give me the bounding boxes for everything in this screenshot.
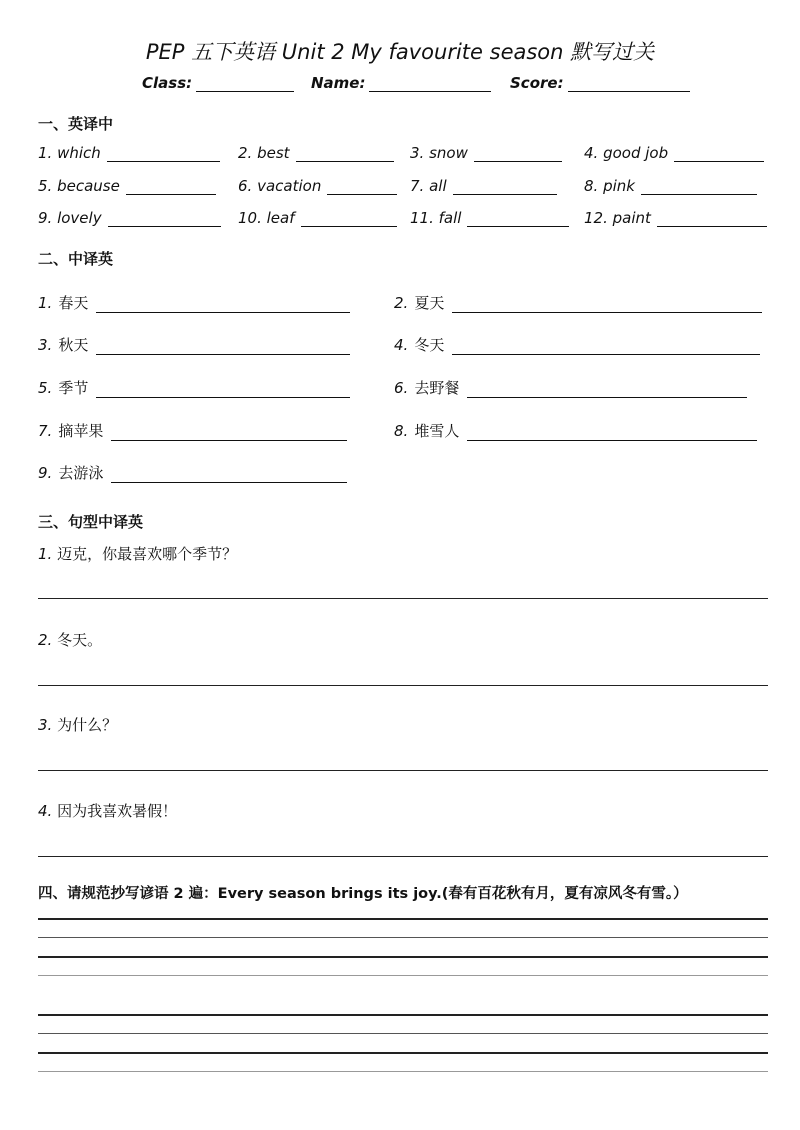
name-field <box>311 74 491 94</box>
section3-title: 三、句型中译英 <box>38 513 144 531</box>
vocab-item: 4. good job <box>584 144 764 162</box>
answer-blank[interactable] <box>467 211 569 227</box>
cn-word-item: 8. 堆雪人 <box>394 420 757 441</box>
name-blank[interactable] <box>369 75 491 92</box>
class-blank[interactable] <box>196 75 294 92</box>
answer-blank[interactable] <box>301 211 397 227</box>
vocab-item: 3. snow <box>410 144 562 162</box>
vocab-item: 5. because <box>38 177 216 195</box>
vocab-item: 10. leaf <box>238 209 397 227</box>
writing-line[interactable] <box>38 1014 768 1016</box>
vocab-item: 12. paint <box>584 209 767 227</box>
writing-line[interactable] <box>38 1033 768 1034</box>
answer-line[interactable] <box>38 685 768 686</box>
writing-line[interactable] <box>38 975 768 976</box>
cn-word-item: 6. 去野餐 <box>394 377 747 398</box>
section1-title: 一、英译中 <box>38 115 114 133</box>
answer-blank[interactable] <box>96 382 350 398</box>
answer-blank[interactable] <box>657 211 767 227</box>
answer-blank[interactable] <box>126 179 216 195</box>
name-label: Name: <box>311 74 366 92</box>
cn-word-item: 3. 秋天 <box>38 334 350 355</box>
answer-line[interactable] <box>38 598 768 599</box>
section2-title: 二、中译英 <box>38 250 114 268</box>
answer-blank[interactable] <box>111 425 347 441</box>
vocab-item: 1. which <box>38 144 220 162</box>
writing-line[interactable] <box>38 937 768 938</box>
score-blank[interactable] <box>568 75 690 92</box>
answer-blank[interactable] <box>452 297 762 313</box>
answer-blank[interactable] <box>467 425 757 441</box>
writing-line[interactable] <box>38 918 768 920</box>
answer-blank[interactable] <box>453 179 557 195</box>
cn-word-item: 5. 季节 <box>38 377 350 398</box>
class-label: Class: <box>142 74 193 92</box>
answer-blank[interactable] <box>452 339 760 355</box>
answer-blank[interactable] <box>467 382 747 398</box>
cn-word-item: 2. 夏天 <box>394 292 762 313</box>
vocab-item: 8. pink <box>584 177 757 195</box>
score-label: Score: <box>510 74 564 92</box>
class-field <box>142 74 294 94</box>
vocab-item: 6. vacation <box>238 177 397 195</box>
vocab-item: 2. best <box>238 144 394 162</box>
vocab-item: 9. lovely <box>38 209 221 227</box>
section4-title: 四、请规范抄写谚语 2 遍：Every season brings its joy.(春有百花秋有月，夏有凉风冬有雪。） <box>38 886 688 902</box>
answer-line[interactable] <box>38 856 768 857</box>
vocab-item: 11. fall <box>410 209 569 227</box>
answer-blank[interactable] <box>108 211 221 227</box>
answer-blank[interactable] <box>641 179 757 195</box>
sentence-item: 2. 冬天。 <box>38 631 103 649</box>
answer-blank[interactable] <box>674 146 764 162</box>
answer-blank[interactable] <box>96 339 350 355</box>
answer-blank[interactable] <box>327 179 397 195</box>
cn-word-item: 9. 去游泳 <box>38 462 347 483</box>
sentence-item: 3. 为什么？ <box>38 716 118 734</box>
cn-word-item: 1. 春天 <box>38 292 350 313</box>
answer-blank[interactable] <box>107 146 220 162</box>
sentence-item: 1. 迈克，你最喜欢哪个季节？ <box>38 545 238 563</box>
answer-blank[interactable] <box>474 146 562 162</box>
cn-word-item: 4. 冬天 <box>394 334 760 355</box>
answer-line[interactable] <box>38 770 768 771</box>
answer-blank[interactable] <box>111 467 347 483</box>
writing-line[interactable] <box>38 956 768 958</box>
score-field <box>510 74 690 94</box>
page-title: PEP 五下英语 Unit 2 My favourite season 默写过关 <box>145 40 655 64</box>
writing-line[interactable] <box>38 1052 768 1054</box>
answer-blank[interactable] <box>296 146 394 162</box>
cn-word-item: 7. 摘苹果 <box>38 420 347 441</box>
answer-blank[interactable] <box>96 297 350 313</box>
writing-line[interactable] <box>38 1071 768 1072</box>
vocab-item: 7. all <box>410 177 557 195</box>
sentence-item: 4. 因为我喜欢暑假！ <box>38 802 178 820</box>
